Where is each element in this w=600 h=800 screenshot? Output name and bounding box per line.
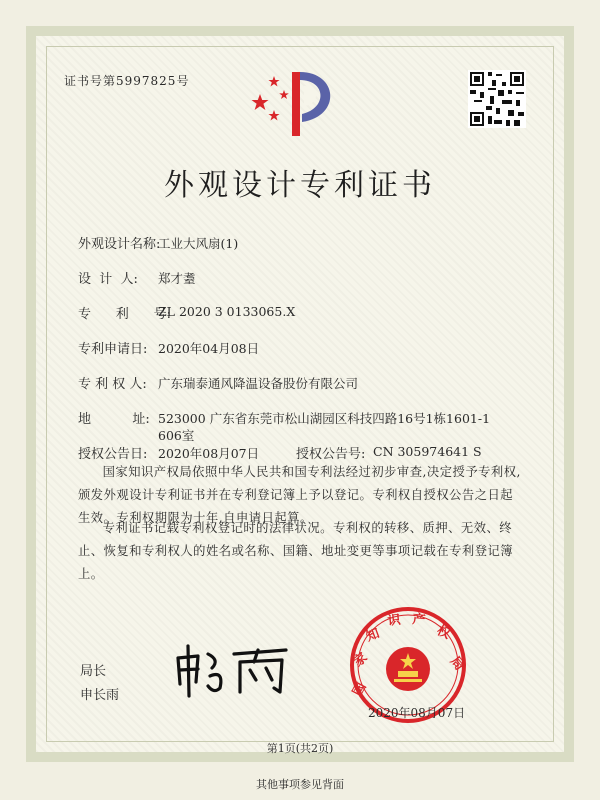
grant-number-label: 授权公告号: (296, 447, 366, 462)
patentee-value: 广东瑞泰通风降温设备股份有限公司 (158, 376, 359, 391)
certificate-title: 外观设计专利证书 (164, 168, 436, 203)
director-name: 申长雨 (80, 688, 120, 703)
seal-date: 2020年08月07日 (368, 706, 466, 720)
svg-text:国: 国 (350, 680, 370, 699)
certificate-number: 证书号第5997825号 (64, 74, 190, 88)
filing-date-value: 2020年04月08日 (158, 341, 260, 356)
designer-value: 郑才耋 (158, 271, 196, 286)
svg-text:权: 权 (434, 623, 453, 643)
patentee-label: 专 利 权 人: (78, 377, 147, 392)
body-paragraph-2: 专利证书记载专利权登记时的法律状况。专利权的转移、质押、无效、终止、恢复和专利权人的姓名或名称、国籍、地址变更等事项记载在专利登记簿上。 (78, 521, 514, 581)
patent-number-label: 专 利 号: (78, 307, 171, 322)
svg-text:局: 局 (446, 653, 467, 674)
address-line-1: 523000 广东省东莞市松山湖园区科技四路16号1栋1601-1 (158, 411, 491, 426)
address-label: 地 址: (78, 412, 150, 427)
svg-text:识: 识 (386, 612, 402, 629)
svg-text:家: 家 (350, 650, 371, 671)
design-name-label: 外观设计名称: (78, 237, 161, 252)
grant-number-value: CN 305974641 S (373, 444, 482, 459)
certificate-inner-border (46, 46, 554, 742)
footer-note: 其他事项参见背面 (256, 778, 344, 791)
qr-code-icon (468, 70, 526, 128)
design-name-value: 工业大风扇(1) (158, 236, 239, 251)
patent-number-value: ZL 2020 3 0133065.X (158, 304, 296, 319)
grant-date-value: 2020年08月07日 (158, 446, 260, 461)
handwritten-signature-icon (168, 640, 300, 700)
director-title: 局长 (80, 664, 107, 679)
grant-date-label: 授权公告日: (78, 447, 148, 462)
page-number: 第1页(共2页) (266, 742, 334, 755)
body-paragraph-1: 国家知识产权局依照中华人民共和国专利法经过初步审查,决定授予专利权,颁发外观设计专利证书并在专利登记簿上予以登记。专利权自授权公告之日起生效。专利权期限为十年,自申请日起算。 (78, 465, 521, 525)
svg-text:产: 产 (411, 612, 427, 629)
cnipa-logo-icon (250, 64, 348, 144)
designer-label: 设 计 人: (78, 272, 138, 287)
filing-date-label: 专利申请日: (78, 342, 148, 357)
address-line-2: 606室 (158, 428, 195, 443)
svg-text:知: 知 (364, 626, 382, 645)
